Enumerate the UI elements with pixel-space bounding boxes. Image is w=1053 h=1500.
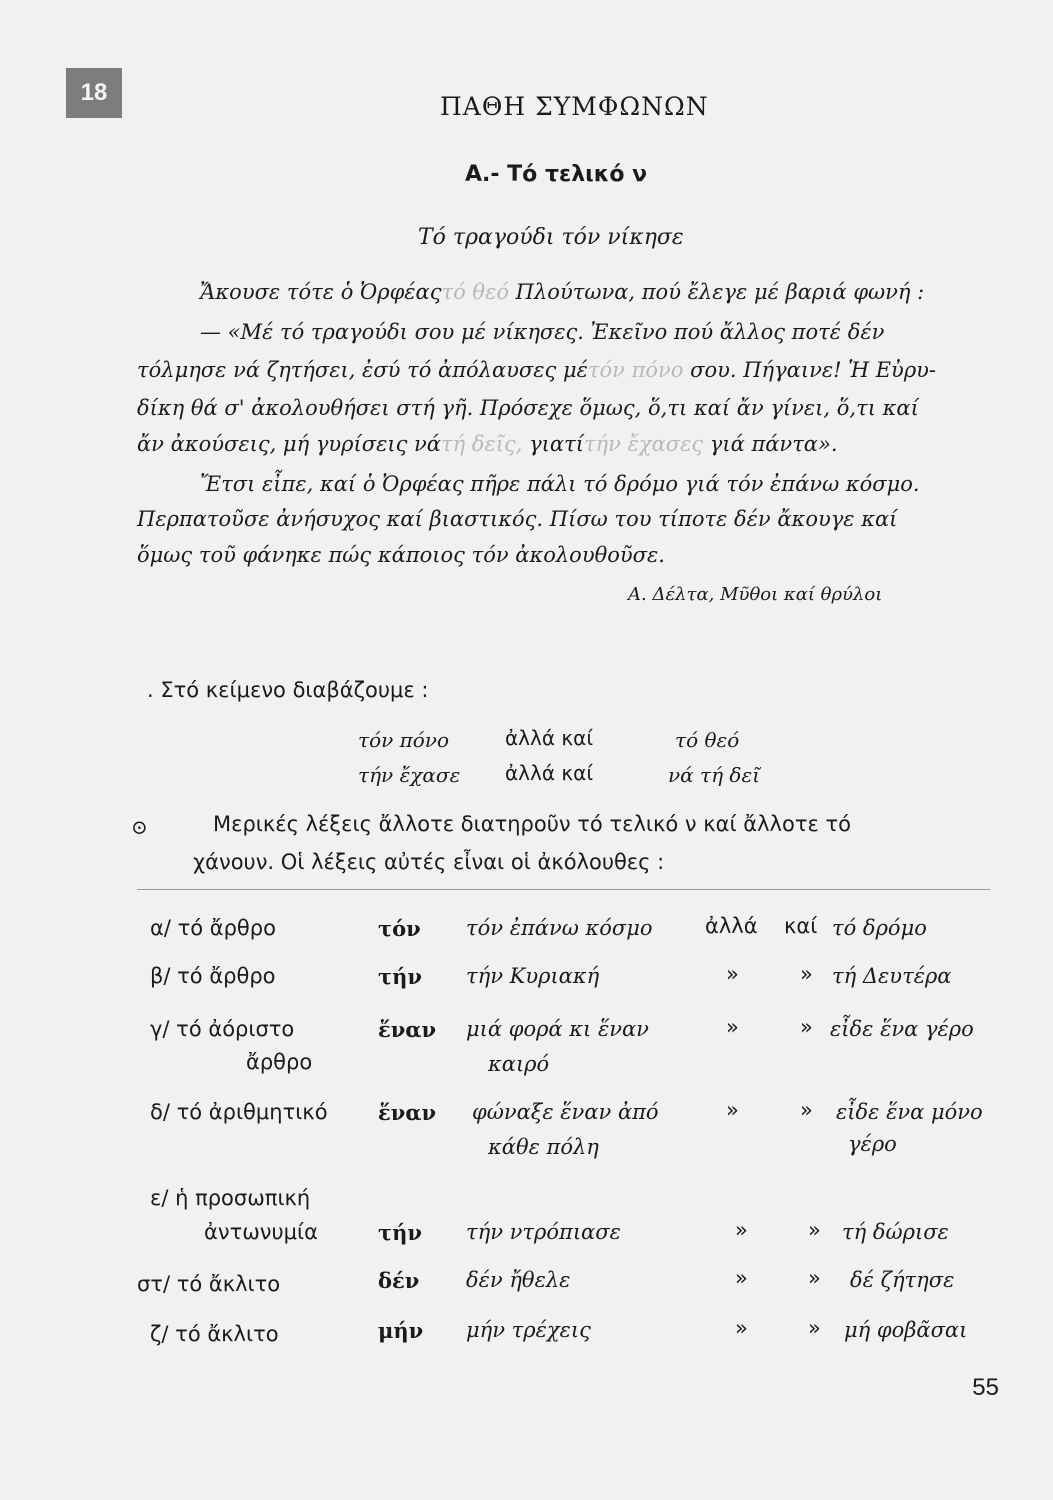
table-row-ditto: » (726, 1015, 739, 1039)
story-line (137, 358, 936, 382)
story-line (137, 507, 897, 531)
table-row-label: ε/ ἡ προσωπική (150, 1186, 311, 1210)
page-number: 55 (972, 1374, 999, 1401)
table-row-example: μήν τρέχεις (466, 1318, 591, 1342)
table-row-example-cont: κάθε πόλη (488, 1135, 599, 1159)
table-row-label-cont: ἄρθρο (246, 1050, 313, 1074)
table-row-ditto: » (808, 1266, 821, 1290)
faint-text: τή δεῖς, (440, 432, 523, 456)
reading-label: . Στό κείμενο διαβάζουμε : (147, 678, 429, 702)
table-row-label-cont: ἀντωνυμία (204, 1220, 318, 1244)
story-line (137, 432, 838, 456)
story-title: Τό τραγούδι τόν νίκησε (418, 225, 684, 250)
story-line (200, 472, 920, 496)
page-title: ΠΑΘΗ ΣΥΜΦΩΝΩΝ (440, 92, 709, 121)
faint-text: τήν ἔχασες (583, 432, 704, 456)
table-row-ditto: » (800, 1098, 813, 1122)
table-row-example: τόν ἐπάνω κόσμο (466, 916, 653, 940)
table-row-ditto: » (735, 1218, 748, 1242)
story-text: δίκη θά σ' ἀκολουθήσει στή γῆ. Πρόσεχε ὅμως, ὅ,τι καί ἄν γίνει, ὅ,τι καί (137, 396, 919, 420)
table-row-ditto: » (808, 1316, 821, 1340)
table-row-example2-cont: γέρο (848, 1132, 897, 1156)
table-row-ditto: » (726, 962, 739, 986)
story-line (137, 396, 919, 420)
example-cell: νά τή δεῖ (668, 763, 761, 787)
table-row-word: δέν (378, 1268, 420, 1293)
table-row-ditto: » (800, 1015, 813, 1039)
rule-text: Μερικές λέξεις ἄλλοτε διατηροῦν τό τελικό ν καί ἄλλοτε τό (213, 812, 851, 836)
section-subtitle: Α.- Τό τελικό ν (465, 162, 648, 187)
story-line (200, 320, 884, 344)
story-text: Περπατοῦσε ἀνήσυχος καί βιαστικός. Πίσω του τίποτε δέν ἄκουγε καί (137, 507, 898, 531)
table-row-ditto: » (735, 1316, 748, 1340)
table-row-example: τήν ντρόπιασε (466, 1220, 621, 1244)
table-row-example2: τή δώρισε (842, 1220, 949, 1244)
table-divider (137, 889, 990, 890)
faint-text: τόν πόνο (587, 358, 684, 382)
story-text: σου. Πήγαινε! Ἡ Εὐρυ- (683, 358, 937, 382)
table-row-ditto: » (735, 1266, 748, 1290)
example-cell: τό θεό (675, 728, 740, 752)
story-text: γιατί (522, 432, 584, 456)
story-text: Ἔτσι εἶπε, καί ὁ Ὀρφέας πῆρε πάλι τό δρόμο γιά τόν ἐπάνω κόσμο. (200, 472, 920, 496)
story-text: — «Μέ τό τραγούδι σου μέ νίκησες. Ἐκεῖνο πού ἄλλος ποτέ δέν (200, 320, 885, 344)
story-text: Πλούτωνα, πού ἔλεγε μέ βαριά φωνή : (509, 280, 925, 304)
table-row-example: δέν ἤθελε (466, 1268, 571, 1292)
table-row-ditto: » (726, 1098, 739, 1122)
circled-dot-icon: ⊙ (131, 815, 148, 839)
table-row-ditto: » (800, 962, 813, 986)
table-row-label: γ/ τό ἀόριστο (150, 1017, 295, 1041)
story-text: Ἄκουσε τότε ὁ Ὀρφέας (200, 280, 442, 304)
story-line (200, 280, 924, 304)
example-cell: τόν πόνο (358, 728, 450, 752)
citation: Α. Δέλτα, Μῦθοι καί θρύλοι (628, 584, 883, 605)
story-text: τόλμησε νά ζητήσει, ἐσύ τό ἀπόλαυσες μέ (137, 358, 588, 382)
table-row-example: τήν Κυριακή (466, 964, 600, 988)
table-row-example: φώναξε ἕναν ἀπό (472, 1100, 659, 1124)
example-cell: ἀλλά καί (505, 726, 594, 750)
table-row-example2: δέ ζήτησε (850, 1268, 955, 1292)
table-row-example2: μή φοβᾶσαι (844, 1318, 968, 1342)
table-row-label: δ/ τό ἀριθμητικό (150, 1100, 328, 1124)
table-row-word: τήν (378, 964, 422, 989)
table-row-ditto: καί (784, 914, 818, 938)
lesson-number-badge: 18 (66, 68, 122, 118)
table-row-example2: τό δρόμο (832, 916, 927, 940)
table-row-word: ἕναν (378, 1100, 437, 1125)
example-cell: ἀλλά καί (505, 761, 594, 785)
table-row-example2: τή Δευτέρα (832, 964, 952, 988)
table-row-example2: εἶδε ἕνα γέρο (830, 1017, 974, 1041)
story-text: ὅμως τοῦ φάνηκε πώς κάποιος τόν ἀκολουθοῦσε. (137, 543, 665, 567)
faint-text: τό θεό (441, 280, 509, 304)
table-row-word: τήν (378, 1220, 422, 1245)
story-text: ἄν ἀκούσεις, μή γυρίσεις νά (137, 432, 441, 456)
table-row-example2: εἶδε ἕνα μόνο (836, 1100, 983, 1124)
table-row-example: μιά φορά κι ἕναν (466, 1017, 649, 1041)
story-text: γιά πάντα». (703, 432, 838, 456)
table-row-word: ἕναν (378, 1017, 437, 1042)
table-row-example-cont: καιρό (488, 1052, 550, 1076)
table-row-word: τόν (378, 916, 421, 941)
table-row-label: α/ τό ἄρθρο (150, 916, 276, 940)
rule-text: χάνουν. Οἱ λέξεις αὐτές εἶναι οἱ ἀκόλουθες : (193, 850, 665, 874)
story-line (137, 543, 665, 567)
table-row-label: ζ/ τό ἄκλιτο (150, 1322, 279, 1346)
table-row-label: β/ τό ἄρθρο (150, 964, 276, 988)
table-row-ditto: » (808, 1218, 821, 1242)
table-row-ditto: ἀλλά (705, 914, 758, 938)
table-row-word: μήν (378, 1318, 424, 1343)
example-cell: τήν ἔχασε (358, 763, 461, 787)
table-row-label: στ/ τό ἄκλιτο (137, 1272, 281, 1296)
